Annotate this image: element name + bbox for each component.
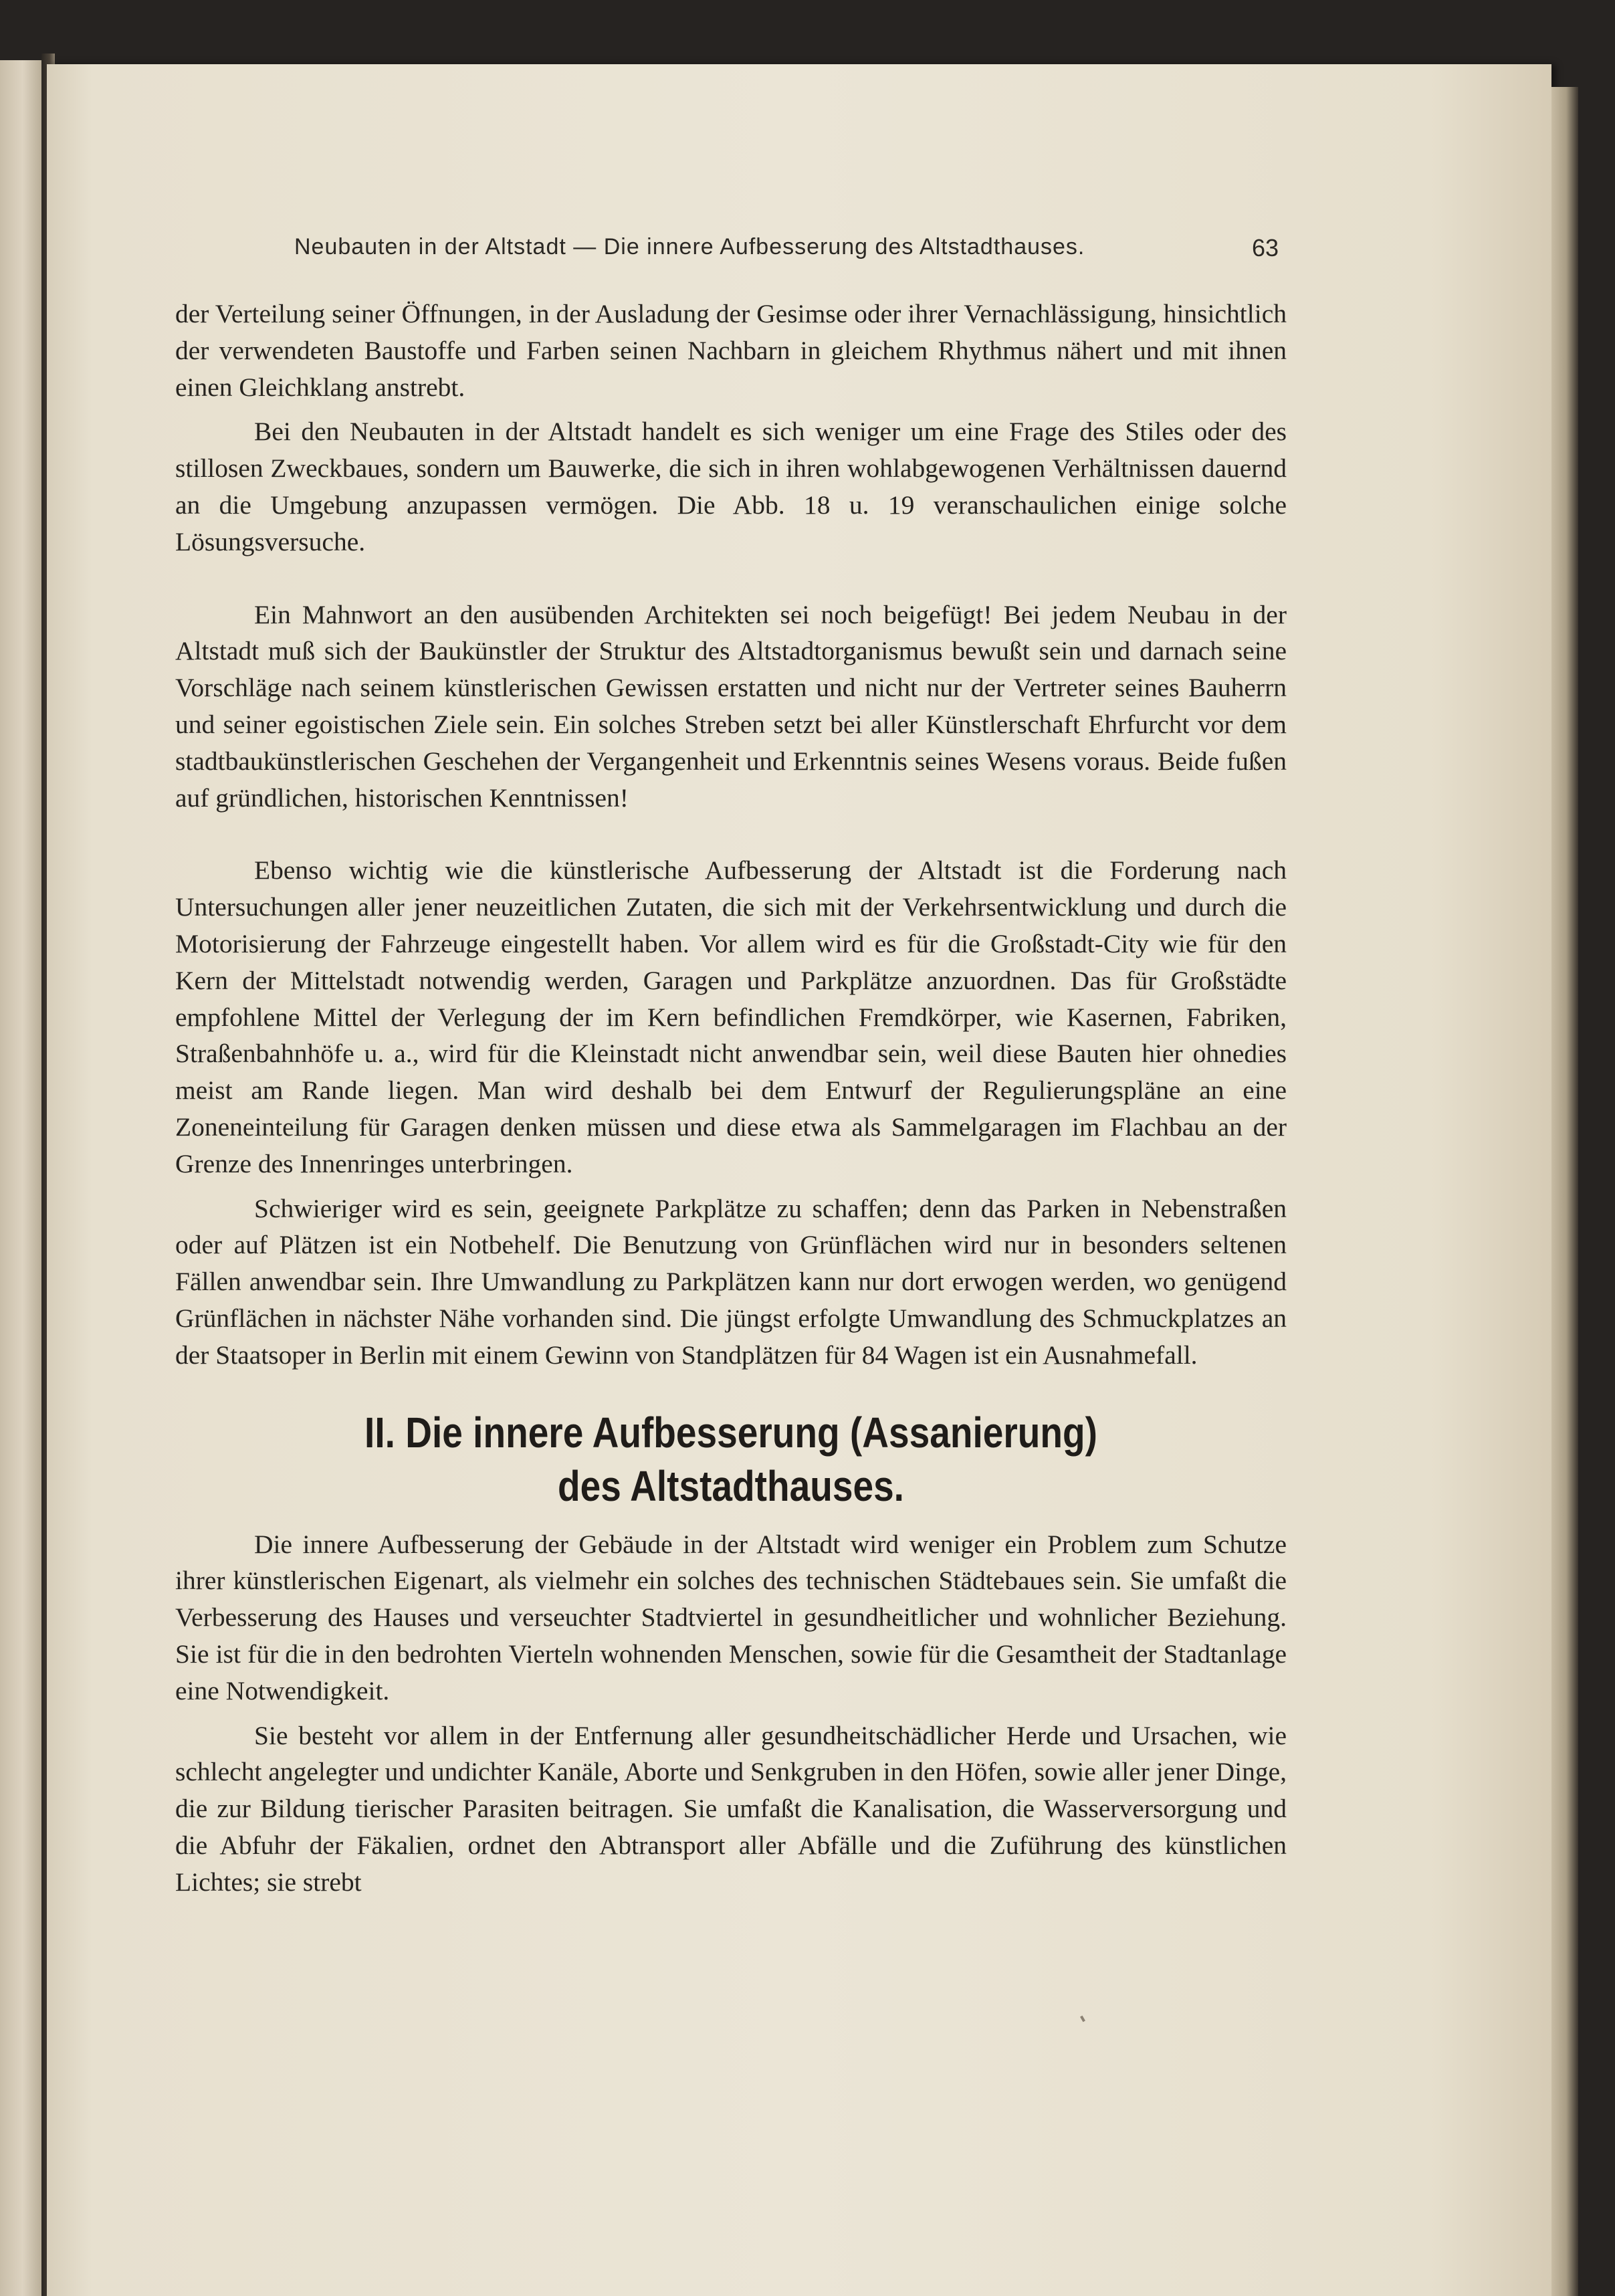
section-heading-line-2: des Altstadthauses.: [558, 1461, 904, 1510]
page-stack-edge: [1551, 87, 1578, 2296]
paragraph: Sie besteht vor allem in der Entfernung aller gesundheitschädlicher Herde und Ursachen, wie schlecht angelegter und undichter Kanäle, Aborte und Senkgruben in den Höfen, sowie aller jener Dinge, die zur Bildung tierischer Parasiten beitragen. Sie umfaßt die Kanalisation, die Wasserversorgung und die Abfuhr der Fäkalien, ordnet den Abtransport aller Abfälle und die Zuführung des künstlichen Lichtes; sie strebt: [175, 1720, 1287, 1897]
page-number: 63: [1252, 234, 1279, 262]
facing-page-edge: [0, 60, 41, 2296]
paragraph: Schwieriger wird es sein, geeignete Parkplätze zu schaffen; denn das Parken in Nebenstraßen oder auf Plätzen ist ein Notbehelf. Die Benutzung von Grünflächen wird nur in besonders seltenen Fällen anwendbar sein. Ihre Umwandlung zu Parkplätzen kann nur dort erwogen werden, wo genügend Grünflächen in nächster Nähe vorhanden sind. Die jüngst erfolgte Umwandlung des Schmuckplatzes an der Staatsoper in Berlin mit einem Gewinn von Standplätzen für 84 Wagen ist ein Ausnahmefall.: [175, 1193, 1287, 1370]
paragraph: Ebenso wichtig wie die künstlerische Aufbesserung der Altstadt ist die Forderung nach Untersuchungen aller jener neuzeitlichen Zutaten, die sich mit der Verkehrsentwicklung und durch die Motorisierung der Fahrzeuge eingestellt haben. Vor allem wird es für die Großstadt-City wie für den Kern der Mittelstadt notwendig werden, Garagen und Parkplätze anzuordnen. Das für Großstädte empfohlene Mittel der Verlegung der im Kern befindlichen Fremdkörper, wie Kasernen, Fabriken, Straßenbahnhöfe u. a., wird für die Kleinstadt nicht anwendbar sein, weil diese Bauten hier ohnedies meist am Rande liegen. Man wird deshalb bei dem Entwurf der Regulierungspläne an eine Zoneneinteilung für Garagen denken müssen und diese etwa als Sammelgaragen im Flachbau an der Grenze des Innenringes unterbringen.: [175, 855, 1287, 1178]
paragraph: Die innere Aufbesserung der Gebäude in der Altstadt wird weniger ein Problem zum Schutze ihrer künstlerischen Eigenart, als vielmehr ein solches des technischen Städtebaues sein. Sie umfaßt die Verbesserung des Hauses und verseuchter Stadtviertel in gesundheitlicher und wohnlicher Beziehung. Sie ist für die in den bedrohten Vierteln wohnenden Menschen, sowie für die Gesamtheit der Stadtanlage eine Notwendigkeit.: [175, 1529, 1287, 1705]
running-head: Neubauten in der Altstadt — Die innere Aufbesserung des Altstadthauses.: [294, 234, 1085, 259]
section-heading-line-1: II. Die innere Aufbesserung (Assanierung): [364, 1408, 1097, 1457]
paragraph: Ein Mahnwort an den ausübenden Architekten sei noch beigefügt! Bei jedem Neubau in der Altstadt muß sich der Baukünstler der Struktur des Altstadtorganismus bewußt sein und darnach seine Vorschläge nach seinem künstlerischen Gewissen erstatten und nicht nur der Vertreter seines Bauherrn und seiner egoistischen Ziele sein. Ein solches Streben setzt bei aller Künstlerschaft Ehrfurcht vor dem stadtbaukünstlerischen Geschehen der Vergangenheit und Erkenntnis seines Wesens voraus. Beide fußen auf gründlichen, historischen Kenntnissen!: [175, 599, 1287, 813]
section-heading: [253, 1406, 1208, 1513]
paragraph: Bei den Neubauten in der Altstadt handelt es sich weniger um eine Frage des Stiles oder des stillosen Zweckbaues, sondern um Bauwerke, die sich in ihren wohlabgewogenen Verhältnissen dauernd an die Umgebung anzupassen vermögen. Die Abb. 18 u. 19 veranschaulichen einige solche Lösungsversuche.: [175, 417, 1287, 556]
body-text: [175, 296, 1287, 1900]
paragraph: der Verteilung seiner Öffnungen, in der Ausladung der Gesimse oder ihrer Vernachlässigung, hinsichtlich der verwendeten Baustoffe und Farben seinen Nachbarn in gleichem Rhythmus nähert und mit ihnen einen Gleichklang anstrebt.: [175, 299, 1287, 402]
